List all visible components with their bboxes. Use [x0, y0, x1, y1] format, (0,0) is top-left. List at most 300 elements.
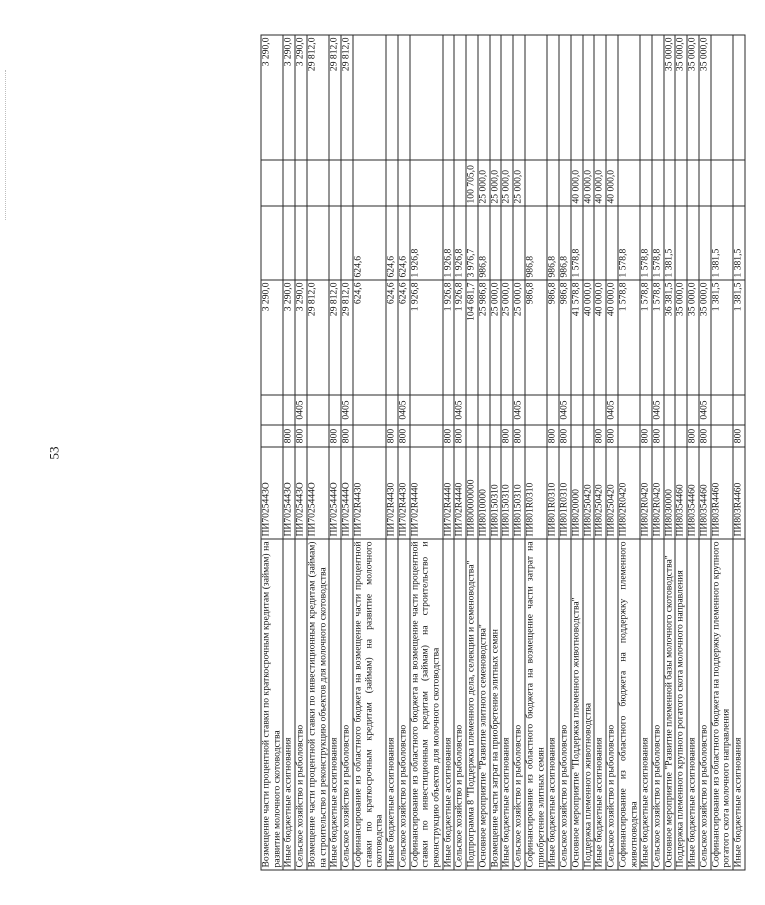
row-federal-cell	[663, 160, 675, 206]
row-other-cell: 35 000,0	[687, 35, 699, 160]
table-row	[283, 35, 295, 870]
row-other-cell	[651, 35, 663, 160]
row-name-cell: Поддержка племенного животноводства	[582, 539, 594, 870]
row-expense-type-cell	[524, 425, 546, 447]
table-row	[663, 35, 675, 870]
row-name-cell: Иные бюджетные ассигнования	[386, 539, 398, 870]
scan-edge-mark	[5, 70, 7, 220]
row-code-cell: ПИ80354460	[687, 447, 699, 539]
row-regional-cell	[489, 206, 501, 280]
row-total-cell: 29 812,0	[306, 280, 328, 395]
row-other-cell	[617, 35, 639, 160]
row-total-cell: 3 290,0	[283, 280, 295, 395]
row-name-cell: Иные бюджетные ассигнования	[329, 539, 341, 870]
row-name-cell: Возмещение части затрат на приобретение элитных семян	[489, 539, 501, 870]
row-total-cell: 25 000,0	[501, 280, 513, 395]
row-federal-cell	[559, 160, 571, 206]
row-section-cell	[675, 395, 687, 425]
row-name-cell: Иные бюджетные ассигнования	[594, 539, 606, 870]
row-total-cell: 1 926,8	[409, 280, 442, 395]
row-expense-type-cell: 800	[442, 425, 454, 447]
row-expense-type-cell: 800	[283, 425, 295, 447]
row-federal-cell	[295, 160, 307, 206]
row-name-cell: Софинансирование из областного бюджета на поддержку племенного животноводства	[617, 539, 639, 870]
row-section-cell: 0405	[559, 395, 571, 425]
row-other-cell: 3 290,0	[261, 35, 283, 160]
table-row	[675, 35, 687, 870]
row-other-cell	[397, 35, 409, 160]
table-row	[582, 35, 594, 870]
row-regional-cell	[606, 206, 618, 280]
row-expense-type-cell	[466, 425, 478, 447]
row-expense-type-cell	[409, 425, 442, 447]
row-code-cell: ПИ7025444О	[329, 447, 341, 539]
row-expense-type-cell	[477, 425, 489, 447]
table-row	[489, 35, 501, 870]
row-expense-type-cell: 800	[606, 425, 618, 447]
table-row	[329, 35, 341, 870]
row-section-cell	[283, 395, 295, 425]
row-federal-cell	[329, 160, 341, 206]
table-row	[710, 35, 732, 870]
row-federal-cell	[261, 160, 283, 206]
row-section-cell	[640, 395, 652, 425]
row-expense-type-cell: 800	[397, 425, 409, 447]
row-code-cell: ПИ702R4440	[442, 447, 454, 539]
row-name-cell: Возмещение части процентной ставки по краткосрочным кредитам (займам) на развитие молочного скотоводства	[261, 539, 283, 870]
row-expense-type-cell: 800	[733, 425, 745, 447]
table-row	[306, 35, 328, 870]
row-regional-cell: 986,8	[559, 206, 571, 280]
row-code-cell: ПИ803R4460	[733, 447, 745, 539]
row-section-cell	[617, 395, 639, 425]
row-name-cell: Сельское хозяйство и рыболовство	[513, 539, 525, 870]
table-row	[547, 35, 559, 870]
table-row	[513, 35, 525, 870]
table-row	[341, 35, 353, 870]
row-federal-cell	[710, 160, 732, 206]
row-code-cell: ПИ801R0310	[524, 447, 546, 539]
row-expense-type-cell: 800	[594, 425, 606, 447]
row-regional-cell: 1 381,5	[710, 206, 732, 280]
row-total-cell: 624,6	[397, 280, 409, 395]
table-row	[651, 35, 663, 870]
row-expense-type-cell	[675, 425, 687, 447]
table-row	[617, 35, 639, 870]
row-section-cell: 0405	[651, 395, 663, 425]
row-other-cell: 35 000,0	[698, 35, 710, 160]
row-regional-cell: 3 976,7	[466, 206, 478, 280]
row-section-cell: 0405	[295, 395, 307, 425]
row-section-cell	[710, 395, 732, 425]
row-federal-cell	[283, 160, 295, 206]
table-row	[261, 35, 283, 870]
row-code-cell: ПИ702R4430	[386, 447, 398, 539]
row-other-cell	[501, 35, 513, 160]
row-regional-cell	[582, 206, 594, 280]
row-expense-type-cell: 800	[559, 425, 571, 447]
row-code-cell: ПИ8010000	[477, 447, 489, 539]
row-code-cell: ПИ803R4460	[710, 447, 732, 539]
row-name-cell: Сельское хозяйство и рыболовство	[559, 539, 571, 870]
row-expense-type-cell: 800	[687, 425, 699, 447]
row-other-cell: 3 290,0	[283, 35, 295, 160]
row-section-cell	[594, 395, 606, 425]
row-total-cell: 986,8	[559, 280, 571, 395]
row-section-cell	[409, 395, 442, 425]
table-row	[295, 35, 307, 870]
row-federal-cell	[617, 160, 639, 206]
row-expense-type-cell: 800	[386, 425, 398, 447]
row-other-cell	[582, 35, 594, 160]
row-name-cell: Основное мероприятие "Развитие племенной базы молочного скотоводства"	[663, 539, 675, 870]
row-code-cell: ПИ80250420	[594, 447, 606, 539]
row-code-cell: ПИ7025443О	[261, 447, 283, 539]
row-federal-cell	[733, 160, 745, 206]
row-name-cell: Сельское хозяйство и рыболовство	[651, 539, 663, 870]
row-expense-type-cell: 800	[651, 425, 663, 447]
row-other-cell	[409, 35, 442, 160]
row-code-cell: ПИ8020000	[570, 447, 582, 539]
row-name-cell: Сельское хозяйство и рыболовство	[341, 539, 353, 870]
row-federal-cell	[651, 160, 663, 206]
row-other-cell: 29 812,0	[341, 35, 353, 160]
row-total-cell: 29 812,0	[329, 280, 341, 395]
row-other-cell: 3 290,0	[295, 35, 307, 160]
table-row	[409, 35, 442, 870]
row-code-cell: ПИ802R0420	[651, 447, 663, 539]
row-code-cell: ПИ702R4440	[454, 447, 466, 539]
row-total-cell: 1 578,8	[617, 280, 639, 395]
table-row	[397, 35, 409, 870]
row-total-cell: 1 926,8	[454, 280, 466, 395]
row-code-cell: ПИ80150310	[489, 447, 501, 539]
row-federal-cell	[698, 160, 710, 206]
row-section-cell	[442, 395, 454, 425]
row-name-cell: Сельское хозяйство и рыболовство	[698, 539, 710, 870]
row-section-cell	[477, 395, 489, 425]
row-regional-cell	[513, 206, 525, 280]
row-section-cell	[501, 395, 513, 425]
row-name-cell: Сельское хозяйство и рыболовство	[454, 539, 466, 870]
row-total-cell: 36 381,5	[663, 280, 675, 395]
row-section-cell	[352, 395, 385, 425]
row-section-cell	[329, 395, 341, 425]
row-regional-cell: 986,8	[477, 206, 489, 280]
row-expense-type-cell	[261, 425, 283, 447]
row-federal-cell: 40 000,0	[582, 160, 594, 206]
row-regional-cell: 1 926,8	[442, 206, 454, 280]
row-other-cell	[733, 35, 745, 160]
row-regional-cell: 1 578,8	[651, 206, 663, 280]
row-code-cell: ПИ80150310	[513, 447, 525, 539]
row-name-cell: Иные бюджетные ассигнования	[501, 539, 513, 870]
row-name-cell: Основное мероприятие "Поддержка племенного животноводства"	[570, 539, 582, 870]
row-name-cell: Сельское хозяйство и рыболовство	[606, 539, 618, 870]
row-code-cell: ПИ800000000	[466, 447, 478, 539]
row-other-cell	[640, 35, 652, 160]
row-section-cell	[489, 395, 501, 425]
table-row	[594, 35, 606, 870]
row-name-cell: Иные бюджетные ассигнования	[283, 539, 295, 870]
row-regional-cell: 624,6	[397, 206, 409, 280]
row-regional-cell	[306, 206, 328, 280]
row-other-cell: 35 000,0	[675, 35, 687, 160]
row-federal-cell	[442, 160, 454, 206]
row-section-cell	[261, 395, 283, 425]
budget-table-rotated	[260, 35, 765, 870]
row-federal-cell	[675, 160, 687, 206]
row-regional-cell	[295, 206, 307, 280]
row-total-cell: 40 000,0	[606, 280, 618, 395]
row-total-cell: 35 000,0	[675, 280, 687, 395]
row-regional-cell: 1 926,8	[409, 206, 442, 280]
row-other-cell	[442, 35, 454, 160]
row-regional-cell	[341, 206, 353, 280]
row-expense-type-cell: 800	[329, 425, 341, 447]
row-regional-cell: 986,8	[524, 206, 546, 280]
row-code-cell: ПИ801R0310	[559, 447, 571, 539]
row-federal-cell: 40 000,0	[606, 160, 618, 206]
row-total-cell: 25 986,8	[477, 280, 489, 395]
row-expense-type-cell	[306, 425, 328, 447]
row-expense-type-cell: 800	[513, 425, 525, 447]
row-name-cell: Софинансирование из областного бюджета на возмещение части затрат на приобретение элитных семян	[524, 539, 546, 870]
row-federal-cell	[687, 160, 699, 206]
table-row	[733, 35, 745, 870]
row-regional-cell: 1 578,8	[617, 206, 639, 280]
row-expense-type-cell: 800	[501, 425, 513, 447]
row-total-cell: 35 000,0	[687, 280, 699, 395]
row-other-cell	[594, 35, 606, 160]
row-other-cell	[524, 35, 546, 160]
table-row	[386, 35, 398, 870]
row-total-cell: 3 290,0	[261, 280, 283, 395]
table-row	[640, 35, 652, 870]
row-federal-cell	[409, 160, 442, 206]
row-regional-cell: 1 578,8	[640, 206, 652, 280]
row-other-cell	[606, 35, 618, 160]
row-expense-type-cell: 800	[341, 425, 353, 447]
row-total-cell: 25 000,0	[489, 280, 501, 395]
row-federal-cell	[454, 160, 466, 206]
row-name-cell: Иные бюджетные ассигнования	[733, 539, 745, 870]
row-code-cell: ПИ8030000	[663, 447, 675, 539]
row-code-cell: ПИ80250420	[582, 447, 594, 539]
row-section-cell	[733, 395, 745, 425]
row-section-cell: 0405	[606, 395, 618, 425]
row-section-cell	[524, 395, 546, 425]
row-federal-cell	[397, 160, 409, 206]
row-federal-cell: 40 000,0	[594, 160, 606, 206]
row-expense-type-cell	[570, 425, 582, 447]
budget-table-body	[261, 35, 745, 870]
row-code-cell: ПИ7025443О	[283, 447, 295, 539]
table-row	[606, 35, 618, 870]
row-name-cell: Поддержка племенного крупного рогатого скота молочного направления	[675, 539, 687, 870]
row-code-cell: ПИ80354460	[698, 447, 710, 539]
row-federal-cell: 40 000,0	[570, 160, 582, 206]
table-row	[454, 35, 466, 870]
row-other-cell	[570, 35, 582, 160]
row-name-cell: Иные бюджетные ассигнования	[687, 539, 699, 870]
row-name-cell: Подпрограмма 8 "Поддержка племенного дела, селекции и семеноводства"	[466, 539, 478, 870]
row-expense-type-cell	[710, 425, 732, 447]
row-regional-cell	[501, 206, 513, 280]
table-row	[442, 35, 454, 870]
row-other-cell	[547, 35, 559, 160]
row-regional-cell: 624,6	[386, 206, 398, 280]
row-federal-cell	[524, 160, 546, 206]
row-regional-cell: 1 381,5	[733, 206, 745, 280]
row-section-cell	[547, 395, 559, 425]
row-regional-cell	[329, 206, 341, 280]
row-total-cell: 1 578,8	[640, 280, 652, 395]
row-section-cell	[570, 395, 582, 425]
row-other-cell	[710, 35, 732, 160]
row-federal-cell	[341, 160, 353, 206]
row-total-cell: 41 578,8	[570, 280, 582, 395]
row-name-cell: Софинансирование из областного бюджета на поддержку племенного крупного рогатого скота молочного направления	[710, 539, 732, 870]
row-total-cell: 25 000,0	[513, 280, 525, 395]
row-other-cell: 29 812,0	[306, 35, 328, 160]
row-name-cell: Софинансирование из областного бюджета на возмещение части процентной ставки по инвестиционным кредитам (займам) на строительство и реконструкцию объектов для молочного скотоводства	[409, 539, 442, 870]
row-regional-cell: 986,8	[547, 206, 559, 280]
row-expense-type-cell: 800	[295, 425, 307, 447]
row-regional-cell	[687, 206, 699, 280]
row-total-cell: 29 812,0	[341, 280, 353, 395]
row-code-cell: ПИ7025444О	[341, 447, 353, 539]
row-section-cell: 0405	[341, 395, 353, 425]
row-regional-cell: 1 926,8	[454, 206, 466, 280]
row-other-cell	[489, 35, 501, 160]
row-regional-cell: 1 578,8	[570, 206, 582, 280]
row-regional-cell	[594, 206, 606, 280]
row-code-cell: ПИ80250420	[606, 447, 618, 539]
row-total-cell: 35 000,0	[698, 280, 710, 395]
row-section-cell: 0405	[397, 395, 409, 425]
row-total-cell: 624,6	[352, 280, 385, 395]
row-code-cell: ПИ801R0310	[547, 447, 559, 539]
row-expense-type-cell: 800	[640, 425, 652, 447]
row-code-cell: ПИ802R0420	[617, 447, 639, 539]
row-section-cell: 0405	[698, 395, 710, 425]
row-name-cell: Иные бюджетные ассигнования	[640, 539, 652, 870]
row-other-cell	[454, 35, 466, 160]
row-total-cell: 3 290,0	[295, 280, 307, 395]
row-name-cell: Иные бюджетные ассигнования	[442, 539, 454, 870]
row-federal-cell: 25 000,0	[489, 160, 501, 206]
table-row	[698, 35, 710, 870]
row-section-cell	[306, 395, 328, 425]
row-name-cell: Сельское хозяйство и рыболовство	[397, 539, 409, 870]
row-regional-cell	[261, 206, 283, 280]
row-name-cell: Возмещение части процентной ставки по инвестиционным кредитам (займам) на строительство и реконструкцию объектов для молочного скотоводства	[306, 539, 328, 870]
table-row	[687, 35, 699, 870]
row-regional-cell	[675, 206, 687, 280]
row-other-cell	[559, 35, 571, 160]
row-total-cell: 104 681,7	[466, 280, 478, 395]
row-other-cell	[477, 35, 489, 160]
row-federal-cell: 25 000,0	[477, 160, 489, 206]
row-section-cell	[582, 395, 594, 425]
row-code-cell: ПИ702R4430	[352, 447, 385, 539]
budget-table	[260, 34, 745, 870]
row-other-cell: 35 000,0	[663, 35, 675, 160]
row-name-cell: Сельское хозяйство и рыболовство	[295, 539, 307, 870]
row-code-cell: ПИ7025444О	[306, 447, 328, 539]
row-expense-type-cell: 800	[454, 425, 466, 447]
row-total-cell: 1 381,5	[710, 280, 732, 395]
row-regional-cell	[283, 206, 295, 280]
row-expense-type-cell: 800	[547, 425, 559, 447]
row-code-cell: ПИ802R0420	[640, 447, 652, 539]
table-row	[524, 35, 546, 870]
row-total-cell: 1 381,5	[733, 280, 745, 395]
row-federal-cell	[306, 160, 328, 206]
row-expense-type-cell: 800	[698, 425, 710, 447]
row-code-cell: ПИ80354460	[675, 447, 687, 539]
row-other-cell	[386, 35, 398, 160]
table-row	[570, 35, 582, 870]
row-section-cell	[663, 395, 675, 425]
table-row	[477, 35, 489, 870]
row-federal-cell: 100 705,0	[466, 160, 478, 206]
row-total-cell: 40 000,0	[594, 280, 606, 395]
row-regional-cell: 624,6	[352, 206, 385, 280]
row-regional-cell: 1 381,5	[663, 206, 675, 280]
row-federal-cell	[386, 160, 398, 206]
table-row	[559, 35, 571, 870]
row-section-cell	[386, 395, 398, 425]
row-expense-type-cell	[489, 425, 501, 447]
row-total-cell: 624,6	[386, 280, 398, 395]
row-other-cell	[513, 35, 525, 160]
row-code-cell: ПИ702R4430	[397, 447, 409, 539]
row-section-cell: 0405	[454, 395, 466, 425]
row-section-cell	[466, 395, 478, 425]
row-expense-type-cell	[582, 425, 594, 447]
row-code-cell: ПИ80150310	[501, 447, 513, 539]
row-section-cell: 0405	[513, 395, 525, 425]
row-other-cell	[466, 35, 478, 160]
row-code-cell: ПИ7025443О	[295, 447, 307, 539]
row-federal-cell: 25 000,0	[513, 160, 525, 206]
row-total-cell: 1 578,8	[651, 280, 663, 395]
row-regional-cell	[698, 206, 710, 280]
row-name-cell: Иные бюджетные ассигнования	[547, 539, 559, 870]
row-name-cell: Основное мероприятие "Развитие элитного семеноводства"	[477, 539, 489, 870]
row-other-cell: 29 812,0	[329, 35, 341, 160]
page-number: 53	[46, 446, 61, 459]
row-total-cell: 986,8	[524, 280, 546, 395]
table-row	[501, 35, 513, 870]
row-code-cell: ПИ702R4440	[409, 447, 442, 539]
row-other-cell	[352, 35, 385, 160]
row-total-cell: 986,8	[547, 280, 559, 395]
row-federal-cell: 25 000,0	[501, 160, 513, 206]
table-row	[352, 35, 385, 870]
table-row	[466, 35, 478, 870]
row-expense-type-cell	[663, 425, 675, 447]
page-number-container	[40, 0, 68, 905]
row-total-cell: 1 926,8	[442, 280, 454, 395]
row-federal-cell	[352, 160, 385, 206]
row-expense-type-cell	[617, 425, 639, 447]
row-federal-cell	[547, 160, 559, 206]
row-name-cell: Софинансирование из областного бюджета на возмещение части процентной ставки по краткосрочным кредитам (займам) на развитие молочного скотоводства	[352, 539, 385, 870]
row-section-cell	[687, 395, 699, 425]
